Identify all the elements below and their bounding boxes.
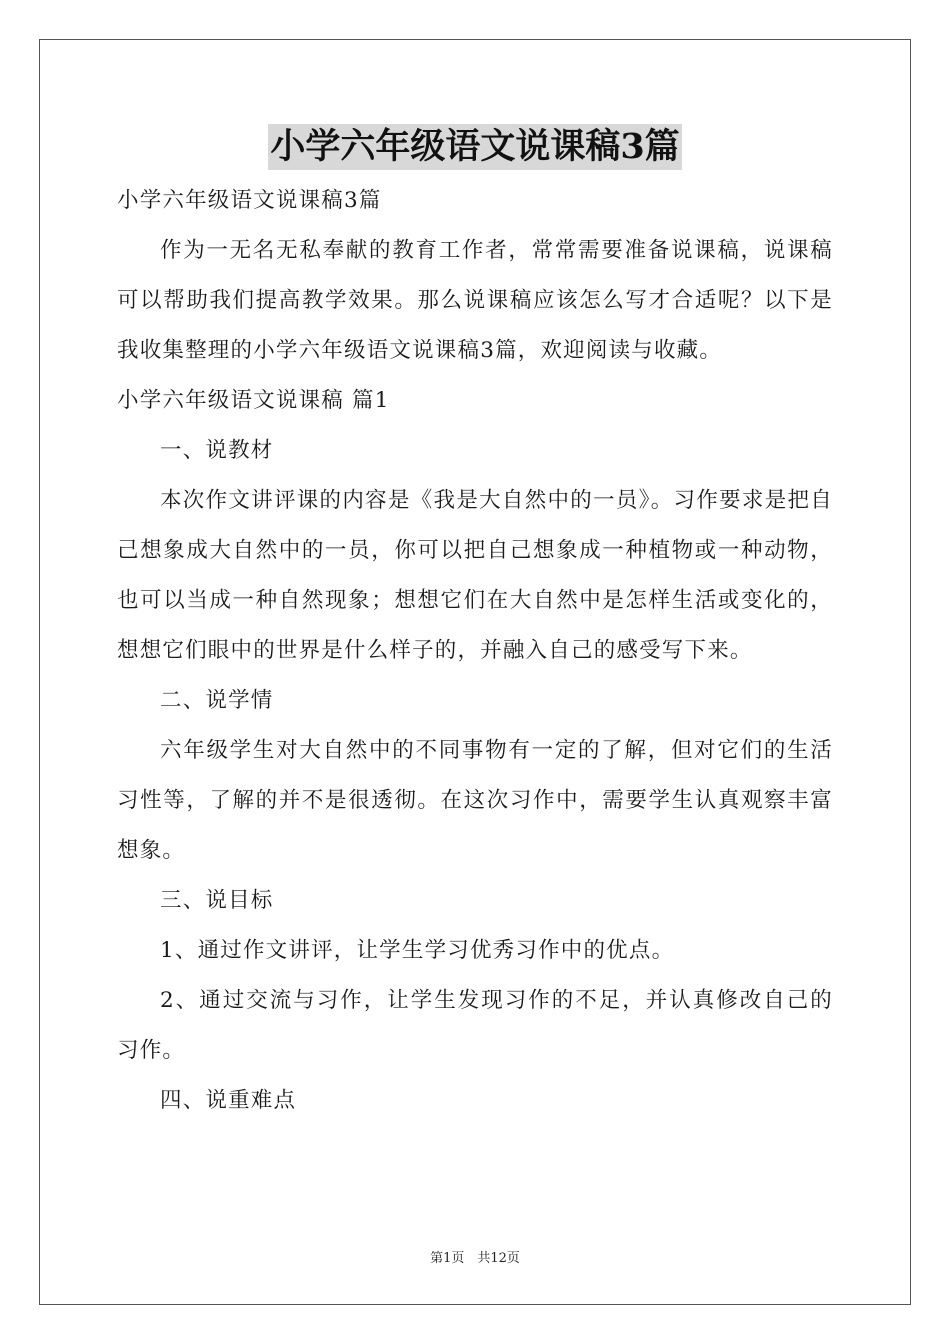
section-heading: 四、说重难点 bbox=[160, 1088, 297, 1113]
paragraph: 2、通过交流与习作，让学生发现习作的不足，并认真修改自己的习作。 bbox=[117, 988, 833, 1063]
paragraph: 六年级学生对大自然中的不同事物有一定的了解，但对它们的生活习性等，了解的并不是很透彻。在这次习作中，需要学生认真观察丰富想象。 bbox=[117, 738, 833, 863]
section-heading: 一、说教材 bbox=[160, 438, 274, 463]
page-footer: 第1页 共12页 bbox=[430, 1251, 520, 1266]
paragraph: 小学六年级语文说课稿 篇1 bbox=[117, 388, 390, 413]
paragraph: 作为一无名无私奉献的教育工作者，常常需要准备说课稿，说课稿可以帮助我们提高教学效果。那么说课稿应该怎么写才合适呢？以下是我收集整理的小学六年级语文说课稿3篇，欢迎阅读与收藏。 bbox=[117, 238, 833, 363]
section-heading: 三、说目标 bbox=[160, 888, 274, 913]
paragraph: 小学六年级语文说课稿3篇 bbox=[117, 188, 382, 213]
title-container bbox=[0, 124, 950, 170]
paragraph: 1、通过作文讲评，让学生学习优秀习作中的优点。 bbox=[160, 938, 675, 963]
document-title: 小学六年级语文说课稿3篇 bbox=[268, 124, 681, 170]
document-body bbox=[117, 176, 833, 1126]
paragraph: 本次作文讲评课的内容是《我是大自然中的一员》。习作要求是把自己想象成大自然中的一员，你可以把自己想象成一种植物或一种动物，也可以当成一种自然现象；想想它们在大自然中是怎样生活或变化的，想想它们眼中的世界是什么样子的，并融入自己的感受写下来。 bbox=[117, 488, 833, 663]
section-heading: 二、说学情 bbox=[160, 688, 274, 713]
